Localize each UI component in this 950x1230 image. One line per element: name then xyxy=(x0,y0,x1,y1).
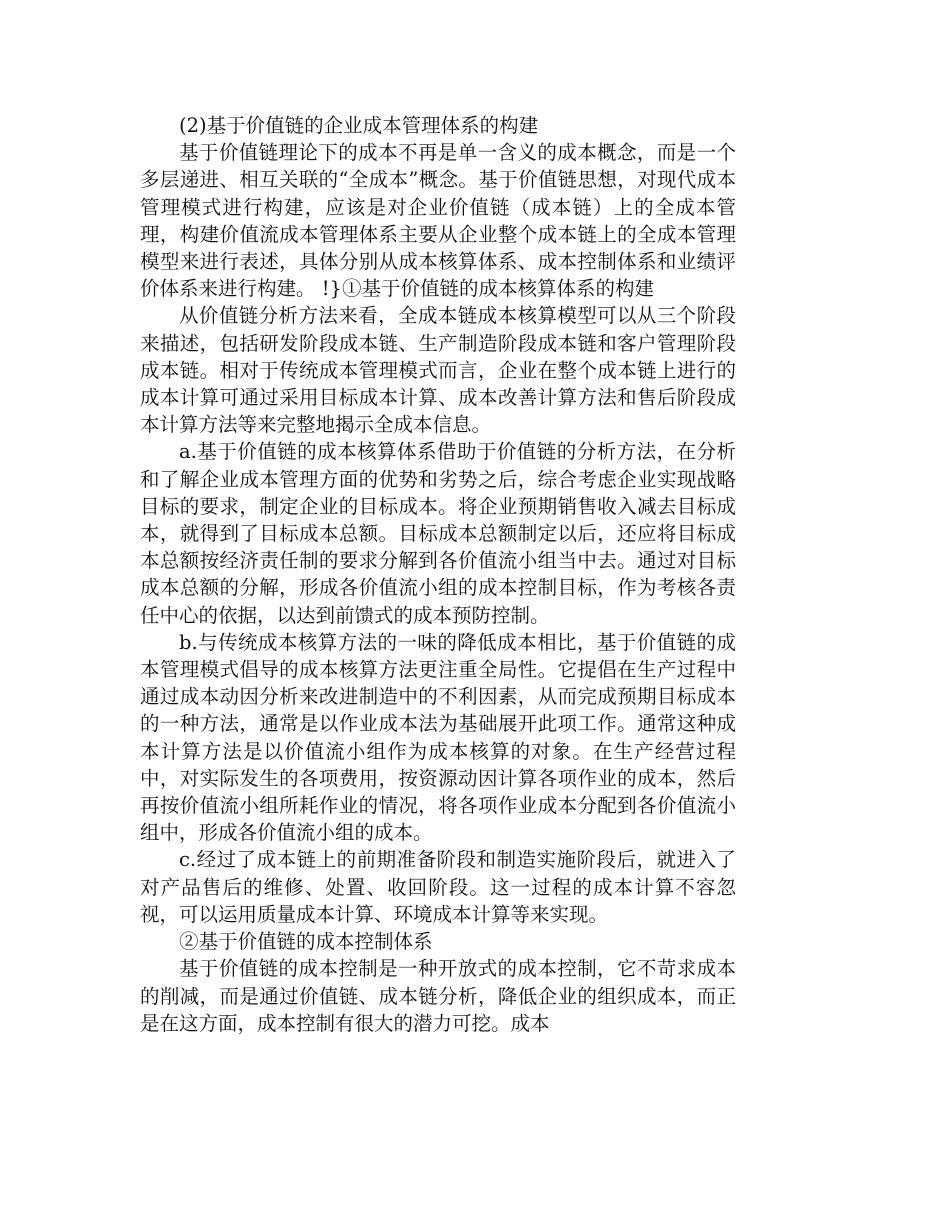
paragraph-cost-control: 基于价值链的成本控制是一种开放式的成本控制，它不苛求成本的削减，而是通过价值链、成本链分析，降低企业的组织成本，而正是在这方面，成本控制有很大的潜力可挖。成本 xyxy=(140,957,736,1035)
section-heading: (2)基于价值链的企业成本管理体系的构建 xyxy=(179,114,539,137)
document-page xyxy=(140,112,736,1037)
paragraph-intro: 基于价值链理论下的成本不再是单一含义的成本概念，而是一个多层递进、相互关联的“全成本”概念。基于价值链思想，对现代成本管理模式进行构建，应该是对企业价值链（成本链）上的全成本管理，构建价值流成本管理体系主要从企业整个成本链上的全成本管理模型来进行表述，具体分别从成本核算体系、成本控制体系和业绩评价体系来进行构建。 !}①基于价值链的成本核算体系的构建 xyxy=(140,141,736,301)
paragraph-cost-accounting-model: 从价值链分析方法来看，全成本链成本核算模型可以从三个阶段来描述，包括研发阶段成本链、生产制造阶段成本链和客户管理阶段成本链。相对于传统成本管理模式而言，企业在整个成本链上进行的成本计算可通过采用目标成本计算、成本改善计算方法和售后阶段成本计算方法等来完整地揭示全成本信息。 xyxy=(140,304,736,437)
paragraph-item-c: c.经过了成本链上的前期准备阶段和制造实施阶段后，就进入了对产品售后的维修、处置、收回阶段。这一过程的成本计算不容忽视，可以运用质量成本计算、环境成本计算等来实现。 xyxy=(140,848,736,926)
paragraph-item-a: a.基于价值链的成本核算体系借助于价值链的分析方法，在分析和了解企业成本管理方面的优势和劣势之后，综合考虑企业实现战略目标的要求，制定企业的目标成本。将企业预期销售收入减去目标成本，就得到了目标成本总额。目标成本总额制定以后，还应将目标成本总额按经济责任制的要求分解到各价值流小组当中去。通过对目标成本总额的分解，形成各价值流小组的成本控制目标，作为考核各责任中心的依据，以达到前馈式的成本预防控制。 xyxy=(140,440,736,627)
paragraph-item-b: b.与传统成本核算方法的一味的降低成本相比，基于价值链的成本管理模式倡导的成本核算方法更注重全局性。它提倡在生产过程中通过成本动因分析来改进制造中的不利因素，从而完成预期目标成本的一种方法，通常是以作业成本法为基础展开此项工作。通常这种成本计算方法是以价值流小组作为成本核算的对象。在生产经营过程中，对实际发生的各项费用，按资源动因计算各项作业的成本，然后再按价值流小组所耗作业的情况，将各项作业成本分配到各价值流小组中，形成各价值流小组的成本。 xyxy=(140,630,736,845)
subsection-heading-cost-control: ②基于价值链的成本控制体系 xyxy=(179,930,433,954)
